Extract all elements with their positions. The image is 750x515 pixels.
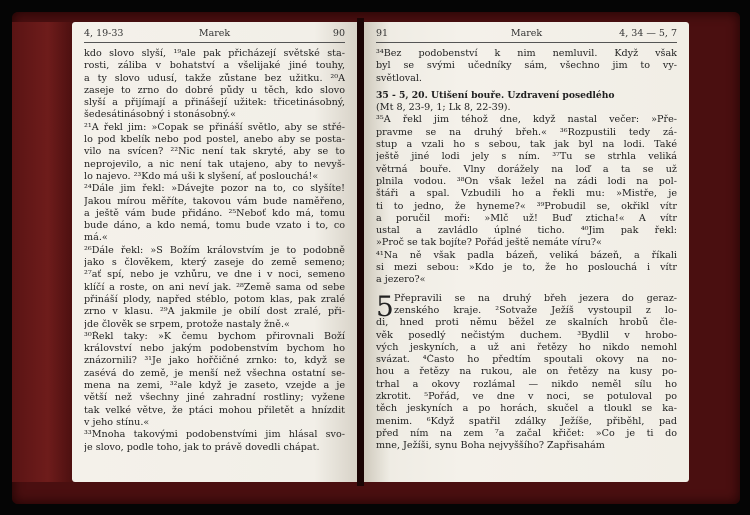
right-page-title: Marek [510,28,543,39]
text-line: ti to jedno, že hyneme?« ³⁹Probudil se, okřikl vítr [376,200,677,212]
text-line: Přepravili se na druhý břeh jezera do geraz- [394,292,677,304]
text-line: di, hned proti němu běžel ze skalních hrobů čle- [376,317,677,329]
left-page-number: 90 [332,28,345,39]
section-parallel-refs: (Mt 8, 23-9, 1; Lk 8, 22-39). [376,102,511,114]
book-spine-gutter [357,18,364,486]
text-line: ³⁴Bez podobenství k nim nemluvil. Když však [376,48,677,59]
text-line: trhal a okovy rozlámal — nikdo neměl sílu ho [376,378,677,390]
left-page [72,22,357,482]
text-line: tak velké větve, že ptáci mohou přiletět a hnízdit [84,404,345,416]
text-line: klíčí a roste, on ani neví jak. ²⁸Země sama od sebe [84,281,345,293]
text-line: stup a vzali ho s sebou, tak jak byl na lodi. Také [376,139,677,151]
text-line: jde člověk se srpem, protože nastaly žně.« [84,318,290,330]
left-page-text [84,48,345,454]
text-line: šedesátinásobný i stonásobný.« [84,109,237,121]
text-line: kdo slovo slyší, ¹⁹ale pak přicházejí světské sta- [84,48,345,59]
text-line: zkrotit. ⁵Pořád, ve dne v noci, se potuloval po [376,391,677,403]
text-line: světloval. [376,72,422,84]
text-line: zenského kraje. ²Sotvaže Ježíš vystoupil z lo- [394,304,677,316]
text-line: byl se svými učedníky sám, všechno jim to vy- [376,60,677,72]
text-line: zaseje to zrno do dobré půdy u těch, kdo slovo [84,84,345,96]
text-line: v jeho stínu.« [84,416,150,428]
text-line: a ještě vám bude přidáno. ²⁵Neboť kdo má, tomu [84,207,345,219]
text-line: svázat. ⁴Často ho předtím spoutali okovy na no- [376,354,677,366]
text-line: zasévá do země, je menší než všechna ostatní se- [84,367,345,379]
text-line: lo pod kbelík nebo pod postel, anebo aby se posta- [84,134,345,146]
text-line: ³⁵A řekl jim téhož dne, když nastal večer: »Pře- [376,114,677,126]
text-line: slyší a přijímají a přinášejí užitek: třicetinásobný, [84,97,345,109]
left-page-reference: 4, 19-33 [84,28,124,39]
left-page-title: Marek [198,28,231,39]
text-line: rosti, záliba v bohatství a všelijaké jiné touhy, [84,60,345,72]
text-line: věk posedlý nečistým duchem. ³Bydlil v hrobo- [376,329,677,341]
text-line: pravme se na druhý břeh.« ³⁶Rozpustili tedy zá- [376,126,677,138]
text-line: větší než všechny jiné zahradní rostliny; vyžene [84,392,345,404]
text-line: ⁴¹Na ně však padla bázeň, veliká bázeň, a říkali [376,249,677,261]
text-line: ³³Mnoha takovými podobenstvími jim hlásal svo- [84,429,345,441]
right-page-number: 91 [376,28,389,39]
text-line: plnila vodou. ³⁸On však ležel na zádi lodi na pol- [376,175,677,187]
text-line: před ním na zem ⁷a začal křičet: »Co je ti do [376,427,677,439]
text-line: vých jeskyních, a už ani řetězy ho nikdo nemohl [376,341,677,353]
text-line: vilo na svícen? ²²Nic není tak skryté, aby se to [84,146,345,158]
book-edge [12,22,72,482]
text-line: znázornili? ³¹Je jako hořčičné zrnko: to, když se [84,355,345,367]
text-line: ještě jiné lodi jely s ním. ³⁷Tu se strhla veliká [376,151,677,163]
text-line: hou a řetězy na rukou, ale on řetězy na kusy po- [376,366,677,378]
right-page [364,22,689,482]
text-line: ³⁰Řekl taky: »K čemu bychom přirovnali Boží [84,330,345,342]
text-line: přináší plody, napřed stéblo, potom klas, pak zralé [84,293,345,305]
text-line: a ty slovo udusí, takže zůstane bez užitku. ²⁰A [84,72,345,84]
text-line: menim. ⁶Když spatřil zdálky Ježíše, přiběhl, pad [376,415,677,427]
text-line: Jakou mírou měříte, takovou vám bude naměřeno, [84,195,345,207]
text-line: je slovo, podle toho, jak to právě dovedli chápat. [84,441,320,453]
text-line: si mezi sebou: »Kdo je to, že ho poslouchá i vítr [376,262,677,274]
text-line: ustal a zavládlo úplné ticho. ⁴⁰Jim pak řekl: [376,225,677,237]
text-line: království nebo jakým podobenstvím bychom ho [84,343,345,355]
text-line: větrná bouře. Vlny dorážely na loď a ta se už [376,163,677,175]
text-line: »Proč se tak bojíte? Pořád ještě nemáte víru?« [376,237,602,249]
text-line: ²⁴Dále jim řekl: »Dávejte pozor na to, co slyšíte! [84,183,345,195]
text-line: těch jeskyních a po horách, skučel a tloukl se ka- [376,403,677,415]
text-line: mena na zemi, ³²ale když je zaseto, vzejde a je [84,380,345,392]
text-line: a jezero?« [376,274,426,286]
right-page-header [376,28,677,43]
text-line: má.« [84,232,108,244]
text-line: a poručil moři: »Mlč už! Buď zticha!« A vítr [376,212,677,224]
text-line: bude dáno, a kdo nemá, tomu bude vzato i to, co [84,220,345,232]
chapter-number: 5 [376,289,394,323]
section-heading: 35 - 5, 20. Utišení bouře. Uzdravení posedlého [376,89,615,101]
text-line: neprojevilo, a nic není tak utajeno, aby to nevyš- [84,158,345,170]
text-line: ²⁶Dále řekl: »S Božím královstvím je to podobně [84,244,345,256]
text-line: ²¹A řekl jim: »Copak se přináší světlo, aby se střé- [84,121,345,133]
text-line: mne, Ježíši, synu Boha nejvyššího? Zapřisahám [376,440,605,452]
text-line: štáři a spal. Vzbudili ho a řekli mu: »Mistře, je [376,188,677,200]
text-line: jako s člověkem, který zaseje do země semeno; [84,257,345,269]
text-line: ²⁷ať spí, nebo je vzhůru, ve dne i v noci, semeno [84,269,345,281]
right-page-reference: 4, 34 — 5, 7 [619,28,677,39]
left-page-header [84,28,345,43]
text-line: lo najevo. ²³Kdo má uši k slyšení, ať poslouchá!« [84,170,319,182]
text-line: zrno v klasu. ²⁹A jakmile je obilí dost zralé, při- [84,306,345,318]
chapter-block [376,289,677,453]
right-page-text [376,48,677,453]
